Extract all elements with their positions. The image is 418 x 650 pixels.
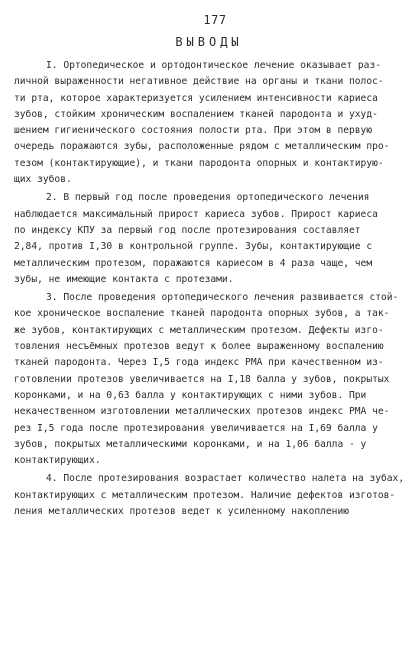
text-line: по индексу КПУ за первый год после протезирования составляет (14, 224, 361, 236)
text-line: коронками, и на 0,63 балла у контактирующих с ними зубов. При (14, 389, 367, 401)
text-line: зубов, покрытых металлическими коронками, и на 1,06 балла - у (14, 438, 367, 450)
text-line: металлическим протезом, поражаются кариесом в 4 раза чаще, чем (14, 257, 373, 269)
text-line: контактирующих. (14, 455, 101, 467)
text-line: тканей пародонта. Через I,5 года индекс РМА при качественном из- (14, 357, 384, 369)
text-line: 4. После протезирования возрастает количество налета на зубах, (46, 473, 404, 485)
text-line: шением гигиенического состояния полости рта. При этом в первую (14, 125, 373, 137)
section-title: ВЫВОДЫ (175, 35, 243, 49)
text-line: 2. В первый год после проведения ортопедического лечения (46, 192, 370, 204)
text-line: 2,84, против I,30 в контрольной группе. Зубы, контактирующие с (14, 241, 373, 253)
conclusion-paragraph-4 (14, 471, 404, 520)
text-line: тезом (контактирующие), и ткани пародонта опорных и контактирую- (14, 157, 384, 169)
page-number: 177 (203, 13, 227, 27)
text-line: очередь поражаются зубы, расположенные рядом с металлическим про- (14, 141, 390, 153)
text-line: товления несъёмных протезов ведут к более выраженному воспалению (14, 341, 384, 353)
text-line: рез I,5 года после протезирования увеличивается на I,69 балла у (14, 422, 378, 434)
text-line: же зубов, контактирующих с металлическим протезом. Дефекты изго- (14, 324, 384, 336)
text-line: ления металлических протезов ведет к усиленному накоплению (14, 506, 350, 518)
text-line: ти рта, которое характеризуется усилением интенсивности кариеса (14, 92, 378, 104)
text-line: зубы, не имеющие контакта с протезами. (14, 273, 234, 285)
text-line: контактирующих с металлическим протезом. Наличие дефектов изготов- (14, 489, 396, 501)
conclusion-paragraph-1 (14, 58, 404, 188)
text-line: наблюдается максимальный прирост кариеса зубов. Прирост кариеса (14, 208, 378, 220)
text-line: I. Ортопедическое и ортодонтическое лечение оказывает раз- (46, 60, 382, 71)
conclusion-paragraph-2 (14, 190, 404, 288)
text-line: готовлении протезов увеличивается на I,18 балла у зубов, покрытых (14, 373, 390, 385)
text-line: кое хроническое воспаление тканей пародонта опорных зубов, а так- (14, 308, 390, 320)
text-line: 3. После проведения ортопедического лечения развивается стой- (46, 292, 399, 304)
text-line: личной выраженности негативное действие на органы и ткани полос- (14, 76, 384, 88)
text-line: зубов, стойким хроническим воспалением тканей пародонта и ухуд- (14, 108, 378, 120)
text-line: некачественном изготовлении металлических протезов индекс РМА че- (14, 406, 390, 418)
conclusion-paragraph-3 (14, 290, 404, 469)
text-line: щих зубов. (14, 174, 72, 186)
